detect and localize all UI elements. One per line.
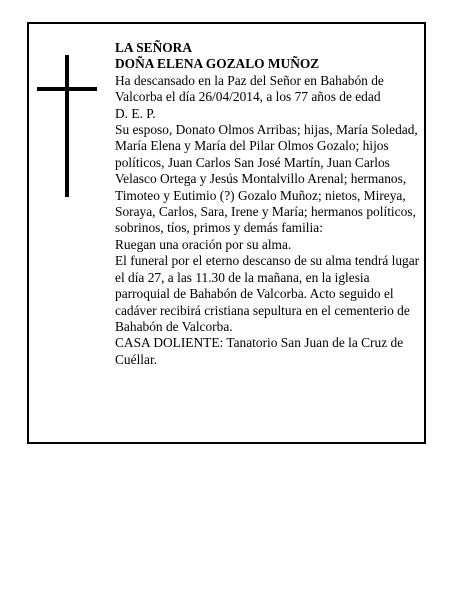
obituary-text [115,40,420,368]
prayer-request: Ruegan una oración por su alma. [115,236,292,252]
notice-title: LA SEÑORA [115,40,193,55]
funeral-details: El funeral por el eterno descanso de su alma tendrá lugar el día 27, a las 11.30 de la mañana, en la iglesia parroquial de Bahabón de Valcorba. Acto seguido el cadáver recibirá cristiana sepultura en el cementerio de Bahabón de Valcorba. [115,253,420,334]
rest-in-peace: D. E. P. [115,105,156,121]
death-announcement: Ha descansado en la Paz del Señor en Bahabón de Valcorba el día 26/04/2014, a los 77 años de edad [115,72,384,105]
mourning-house: CASA DOLIENTE: Tanatorio San Juan de la Cruz de Cuéllar. [115,335,404,367]
cross-horizontal-bar [37,87,97,91]
cross-icon [37,55,97,197]
deceased-name: DOÑA ELENA GOZALO MUÑOZ [115,56,320,72]
cross-vertical-bar [65,55,69,197]
family-list: Su esposo, Donato Olmos Arribas; hijas, María Soledad, María Elena y María del Pilar Olmos Gozalo; hijos políticos, Juan Carlos San José Martín, Juan Carlos Velasco Ortega y Jesús Montalvillo Arenal; hermanos, Timoteo y Eutimio (?) Gozalo Muñoz; nietos, Mireya, Soraya, Carlos, Sara, Irene y María; hermanos políticos, sobrinos, tíos, primos y demás familia: [115,122,418,236]
